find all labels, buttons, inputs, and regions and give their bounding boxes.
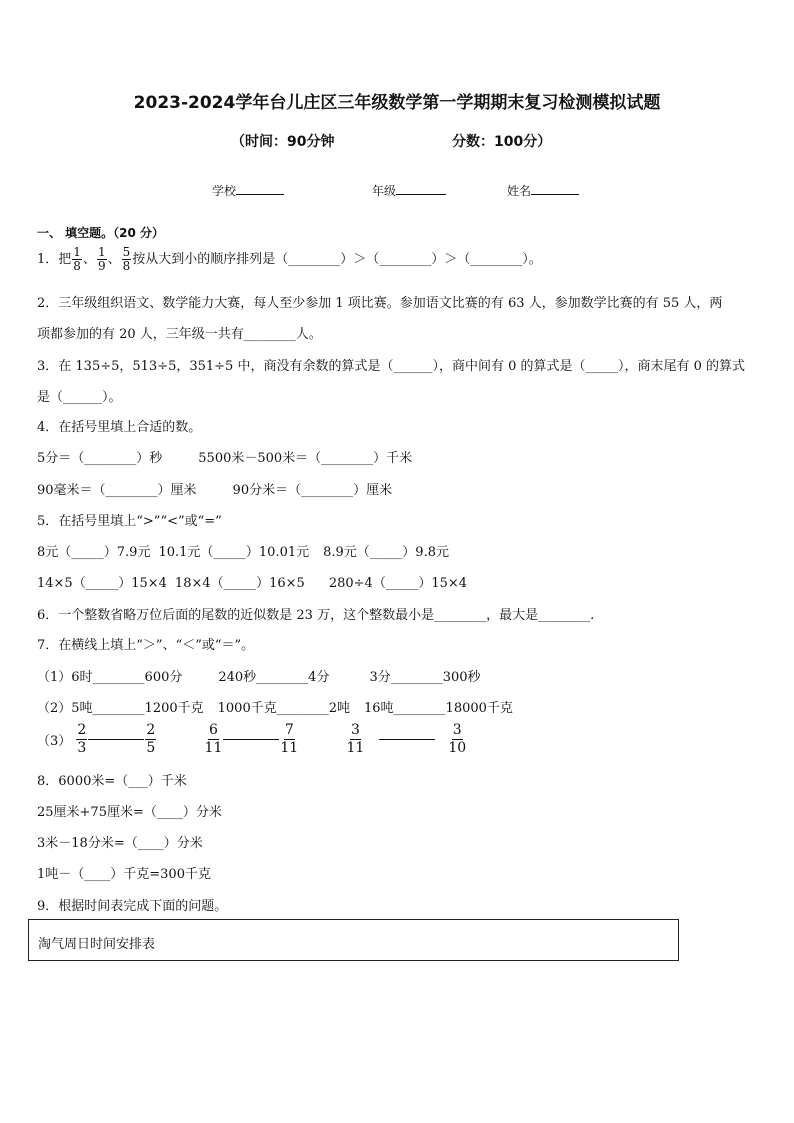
q5-item-1: 8元（_____）7.9元	[37, 545, 151, 560]
school-field[interactable]	[212, 182, 284, 199]
fraction-2-5	[145, 722, 156, 757]
timetable-box	[28, 919, 679, 961]
fraction-denominator: 5	[146, 740, 156, 756]
question-7-row-1	[37, 666, 481, 685]
fraction-denominator: 8	[122, 259, 131, 273]
fraction-denominator: 10	[448, 740, 467, 756]
q4-item-a: 5分＝（________）秒	[37, 451, 163, 466]
question-7-title: 7．在横线上填上“＞”、“＜”或“＝”。	[37, 638, 255, 653]
q5-item-5: 18×4（_____）16×5	[174, 576, 305, 591]
fraction-denominator: 11	[346, 740, 365, 756]
question-9: 9．根据时间表完成下面的问题。	[37, 899, 228, 914]
timetable-title: 淘气周日时间安排表	[38, 937, 156, 952]
compare-blank[interactable]	[379, 739, 435, 740]
fraction-numerator: 3	[452, 722, 462, 738]
q7-item-1: （1）6时________600分	[37, 670, 183, 685]
question-6: 6．一个整数省略万位后面的尾数的近似数是 23 万，这个整数最小是________，最大是________.	[37, 608, 595, 623]
fraction-3-11	[346, 722, 364, 757]
question-5-title: 5．在括号里填上“>”“<”或“=”	[37, 514, 222, 529]
name-blank[interactable]	[531, 182, 579, 195]
fraction-numerator: 1	[97, 245, 106, 259]
q5-item-2: 10.1元（_____）10.01元	[158, 545, 310, 560]
separator: 、	[107, 252, 121, 267]
q5-item-6: 280÷4（_____）15×4	[328, 576, 468, 591]
grade-blank[interactable]	[396, 182, 446, 195]
question-7-row-2	[37, 697, 513, 716]
exam-time: （时间：90分钟	[231, 134, 335, 150]
question-3-line-1: 3．在 135÷5，513÷5，351÷5 中，商没有余数的算式是（______），商中间有 0 的算式是（_____），商末尾有 0 的算式	[37, 359, 746, 374]
fraction-numerator: 1	[73, 245, 81, 259]
fraction-denominator: 9	[97, 259, 106, 273]
question-7-row-3	[37, 722, 467, 757]
q1-prefix: 1．把	[37, 252, 72, 267]
q5-item-3: 8.9元（_____）9.8元	[323, 545, 449, 560]
fraction-denominator: 11	[280, 740, 299, 756]
q7-item-3: 3分________300秒	[369, 670, 481, 685]
exam-score: 分数：100分）	[452, 134, 552, 150]
compare-blank[interactable]	[88, 739, 144, 740]
fraction-numerator: 2	[77, 722, 87, 738]
question-4-row-1	[37, 447, 412, 466]
q7-row3-label: （3）	[37, 734, 72, 749]
grade-field[interactable]	[372, 182, 446, 199]
question-8-c: 3米－18分米=（____）分米	[37, 836, 203, 851]
school-label: 学校	[212, 184, 237, 198]
fraction-numerator: 5	[122, 245, 131, 259]
question-5-row-2	[37, 572, 467, 591]
fraction-denominator: 3	[77, 740, 87, 756]
q4-item-b: 5500米－500米＝（________）千米	[198, 451, 413, 466]
name-field[interactable]	[507, 182, 579, 199]
q7-item-5: 1000千克________2吨	[217, 701, 350, 716]
fraction-7-11	[280, 722, 298, 757]
name-label: 姓名	[507, 184, 532, 198]
fraction-denominator: 8	[73, 259, 81, 273]
page-title: 2023-2024学年台儿庄区三年级数学第一学期期末复习检测模拟试题	[133, 93, 661, 113]
school-blank[interactable]	[236, 182, 284, 195]
fraction-2-3	[76, 722, 87, 757]
question-4-title: 4．在括号里填上合适的数。	[37, 420, 202, 435]
question-8-b: 25厘米+75厘米=（____）分米	[37, 805, 222, 820]
fraction-numerator: 6	[209, 722, 218, 738]
fraction-denominator: 11	[204, 740, 223, 756]
q4-item-c: 90毫米＝（________）厘米	[37, 483, 197, 498]
q4-item-d: 90分米＝（________）厘米	[232, 483, 393, 498]
grade-label: 年级	[372, 184, 397, 198]
fraction-1-9	[97, 246, 107, 273]
question-2-line-2: 项都参加的有 20 人，三年级一共有________人。	[37, 327, 322, 342]
fraction-numerator: 2	[146, 722, 156, 738]
q5-item-4: 14×5（_____）15×4	[37, 576, 167, 591]
question-4-row-2	[37, 479, 392, 498]
compare-blank[interactable]	[223, 739, 279, 740]
q7-item-4: （2）5吨________1200千克	[37, 701, 204, 716]
question-5-row-1	[37, 541, 449, 560]
question-8-d: 1吨－（____）千克=300千克	[37, 867, 211, 882]
q7-item-6: 16吨________18000千克	[364, 701, 513, 716]
fraction-5-8	[122, 246, 132, 273]
fraction-numerator: 3	[350, 722, 360, 738]
question-3-line-2: 是（______）。	[37, 390, 122, 405]
section-heading: 一、 填空题。（20 分）	[37, 226, 165, 240]
fraction-numerator: 7	[284, 722, 294, 738]
fraction-1-8	[72, 246, 82, 273]
q7-item-2: 240秒________4分	[218, 670, 330, 685]
fraction-6-11	[205, 722, 223, 757]
question-8-a: 8．6000米=（___）千米	[37, 774, 187, 789]
separator: 、	[82, 252, 96, 267]
q1-text: 按从大到小的顺序排列是（________）＞（________）＞（________）。	[132, 252, 542, 267]
question-1	[37, 246, 542, 273]
fraction-3-10	[448, 722, 466, 757]
question-2-line-1: 2．三年级组织语文、数学能力大赛，每人至少参加 1 项比赛。参加语文比赛的有 63 人，参加数学比赛的有 55 人，两	[37, 296, 723, 311]
